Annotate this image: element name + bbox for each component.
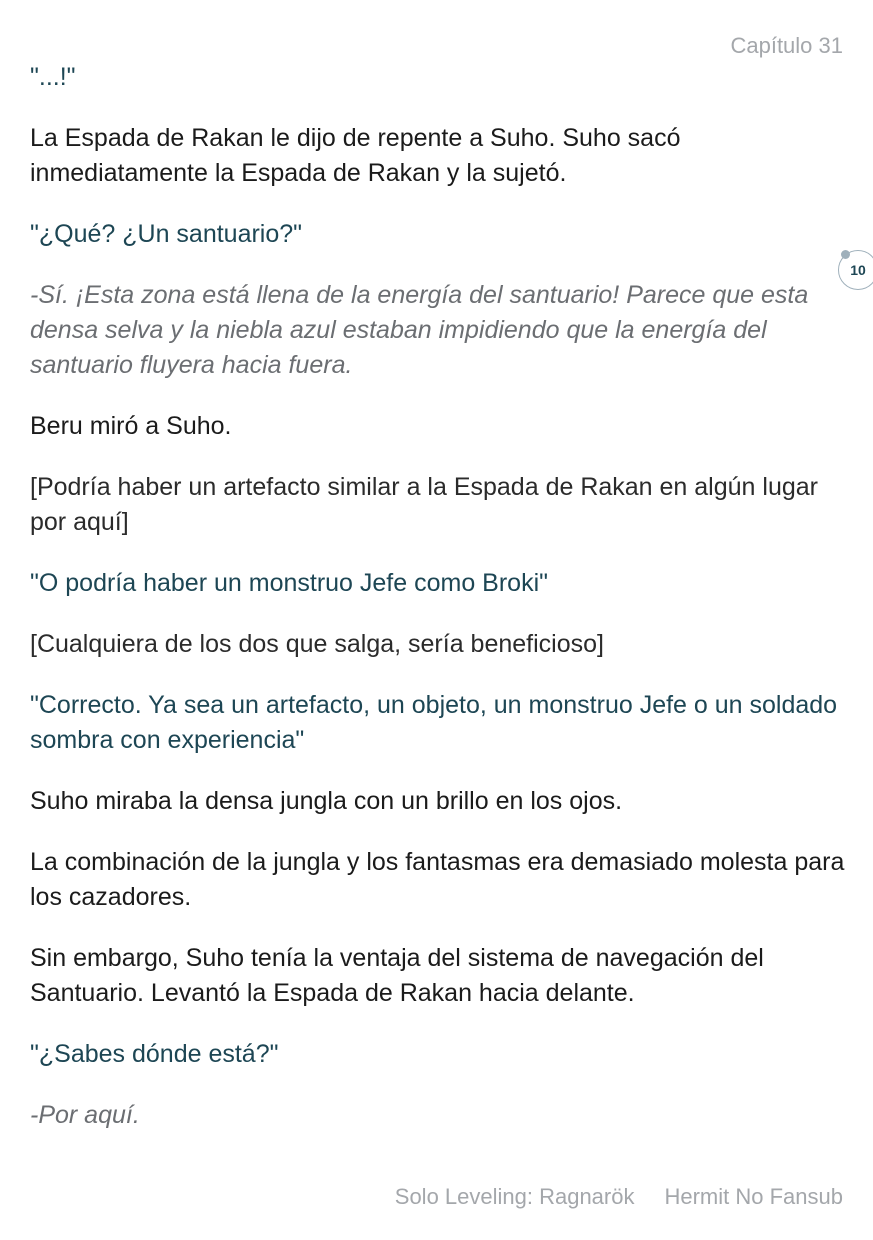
novel-title: Solo Leveling: Ragnarök: [394, 1184, 635, 1209]
paragraph-dialogue: "Correcto. Ya sea un artefacto, un objeto, un monstruo Jefe o un soldado sombra con experiencia": [30, 691, 838, 754]
paragraph-sword-voice: -Sí. ¡Esta zona está llena de la energía del santuario! Parece que esta densa selva y la niebla azul estaban impidiendo que la energía del santuario fluyera hacia fuera.: [30, 281, 809, 379]
reading-content: [30, 60, 845, 1159]
paragraph-dialogue: "O podría haber un monstruo Jefe como Broki": [30, 569, 549, 597]
paragraph-narration: Sin embargo, Suho tenía la ventaja del sistema de navegación del Santuario. Levantó la Espada de Rakan hacia delante.: [30, 944, 764, 1007]
translator-credit: Hermit No Fansub: [664, 1184, 843, 1209]
paragraph-dialogue: "...!": [30, 63, 76, 91]
paragraph-beru-speech: [Podría haber un artefacto similar a la Espada de Rakan en algún lugar por aquí]: [30, 473, 818, 536]
paragraph-narration: La combinación de la jungla y los fantasmas era demasiado molesta para los cazadores.: [30, 848, 845, 911]
paragraph-narration: Suho miraba la densa jungla con un brillo en los ojos.: [30, 787, 623, 815]
footer: [395, 1184, 843, 1210]
chapter-label: Capítulo 31: [730, 33, 843, 58]
paragraph-dialogue: "¿Qué? ¿Un santuario?": [30, 220, 303, 248]
page-number-label: 10: [850, 262, 866, 278]
paragraph-narration: Beru miró a Suho.: [30, 412, 232, 440]
paragraph-beru-speech: [Cualquiera de los dos que salga, sería beneficioso]: [30, 630, 604, 658]
badge-dot-icon: [841, 250, 850, 259]
paragraph-dialogue: "¿Sabes dónde está?": [30, 1040, 279, 1068]
paragraph-sword-voice: -Por aquí.: [30, 1101, 140, 1129]
paragraph-narration: La Espada de Rakan le dijo de repente a Suho. Suho sacó inmediatamente la Espada de Rakan y la sujetó.: [30, 124, 681, 187]
